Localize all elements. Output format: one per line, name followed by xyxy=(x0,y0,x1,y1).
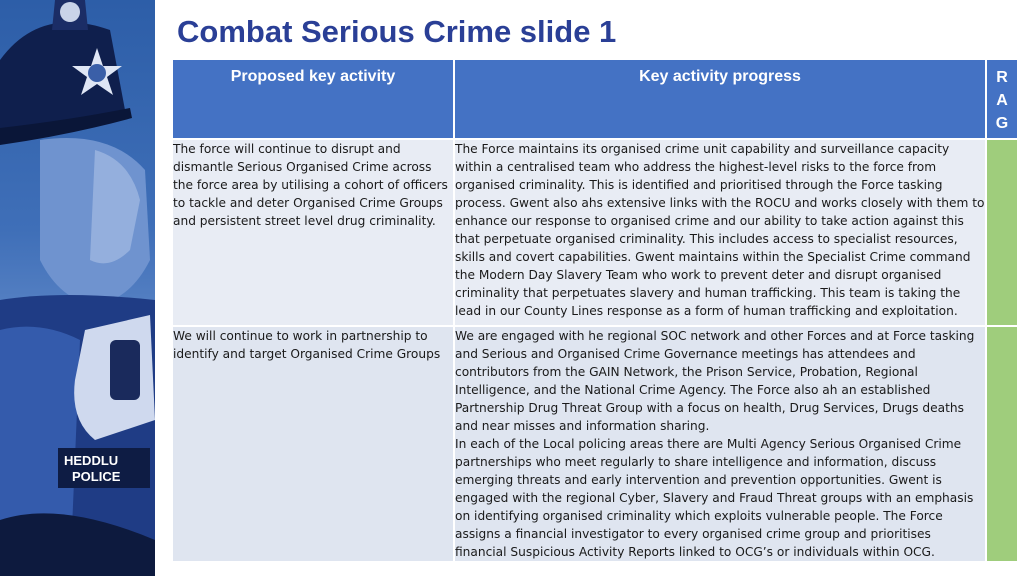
progress-cell xyxy=(454,326,986,562)
activity-cell: We will continue to work in partnership to identify and target Organised Crime Groups xyxy=(172,326,454,562)
activity-cell: The force will continue to disrupt and dismantle Serious Organised Crime across the force area by utilising a cohort of officers to tackle and deter Organised Crime Groups and persistent street level drug criminality. xyxy=(172,139,454,326)
heddlu-label: HEDDLU xyxy=(64,453,119,468)
table-row xyxy=(172,139,1018,326)
police-officer-photo xyxy=(0,0,155,576)
slide-title: Combat Serious Crime slide 1 xyxy=(177,14,617,49)
progress-cell: The Force maintains its organised crime unit capability and surveillance capacity within a centralised team who address the highest-level risks to the force from organised criminality. This is identified and prioritised through the Force tasking process. Gwent also ahs extensive links with the ROCU and works closely with them to enhance our response to organised crime and our ability to take action against this that perpetuate organised criminality. This includes access to specialist resources, skills and covert capabilities. Gwent maintains within the Specialist Crime command the Modern Day Slavery Team who work to prevent deter and disrupt organised criminality that perpetuates slavery and human trafficking. This team is taking the lead in our County Lines response as a form of human trafficking and exploitation. xyxy=(454,139,986,326)
rag-letter-r: R xyxy=(996,69,1008,86)
police-officer-illustration xyxy=(0,0,155,576)
progress-paragraph: In each of the Local policing areas there are Multi Agency Serious Organised Crime partnerships who meet regularly to share intelligence and information, discuss emerging threats and early intervention and prevention opportunities. Gwent is engaged with the regional Cyber, Slavery and Fraud Threat groups with an emphasis on identifying organised criminality which exploits vulnerable people. The Force assigns a financial investigator to every organised crime group and prioritises financial Suspicious Activity Reports linked to OCG’s or individuals within OCG. xyxy=(455,437,974,559)
header-key-activity-progress: Key activity progress xyxy=(454,59,986,139)
table-header-row xyxy=(172,59,1018,139)
rag-letter-g: G xyxy=(995,115,1009,132)
header-proposed-key-activity: Proposed key activity xyxy=(172,59,454,139)
header-rag xyxy=(986,59,1018,139)
progress-paragraph: We are engaged with he regional SOC network and other Forces and at Force tasking and Serious and Organised Crime Governance meetings has attendees and contributors from the GAIN Network, the Prison Service, Probation, Regional Intelligence, and the National Crime Agency. The Force also ah an established Partnership Drug Threat Group with a focus on health, Drug Services, Drugs deaths and near misses and information sharing. xyxy=(455,329,975,433)
rag-status-cell xyxy=(986,326,1018,562)
rag-letter-a: A xyxy=(996,92,1008,109)
activity-table xyxy=(171,58,1019,563)
table-row xyxy=(172,326,1018,562)
police-label: POLICE xyxy=(72,469,121,484)
rag-status-cell xyxy=(986,139,1018,326)
